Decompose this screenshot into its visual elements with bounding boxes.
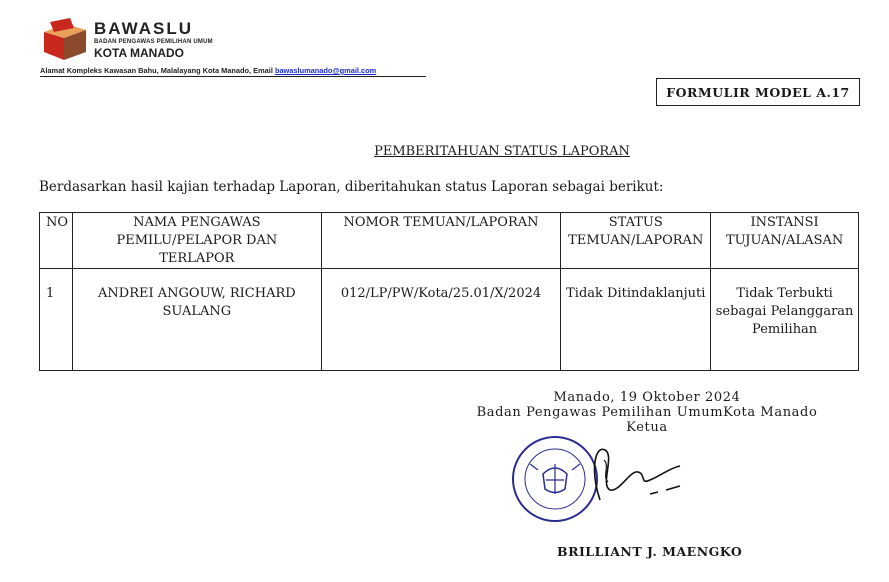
signer-name: BRILLIANT J. MAENGKO bbox=[557, 544, 743, 559]
signature-block bbox=[470, 390, 824, 435]
intro-text: Berdasarkan hasil kajian terhadap Laporan, diberitahukan status Laporan sebagai berikut: bbox=[39, 179, 664, 195]
column-header-nama: NAMA PENGAWAS PEMILU/PELAPOR DAN TERLAPOR bbox=[73, 213, 322, 269]
brand-text bbox=[94, 20, 213, 60]
cell-instansi: Tidak Terbukti sebagai Pelanggaran Pemilihan bbox=[711, 269, 859, 371]
cell-nomor: 012/LP/PW/Kota/25.01/X/2024 bbox=[321, 269, 561, 371]
cell-nama: ANDREI ANGOUW, RICHARD SUALANG bbox=[73, 269, 322, 371]
email-link[interactable]: bawaslumanado@gmail.com bbox=[274, 66, 377, 75]
column-header-nomor: NOMOR TEMUAN/LAPORAN bbox=[321, 213, 561, 269]
column-header-status: STATUS TEMUAN/LAPORAN bbox=[561, 213, 711, 269]
cell-status: Tidak Ditindaklanjuti bbox=[561, 269, 711, 371]
document-title: PEMBERITAHUAN STATUS LAPORAN bbox=[374, 144, 630, 159]
signer-position: Ketua bbox=[626, 420, 668, 435]
cell-no: 1 bbox=[40, 269, 73, 371]
handwritten-signature bbox=[580, 440, 690, 510]
address-text: Alamat Kompleks Kawasan Bahu, Malalayang Kota Manado, Email bbox=[40, 66, 275, 75]
institution-name: Badan Pengawas Pemilihan UmumKota Manado bbox=[476, 405, 818, 420]
letterhead-logo bbox=[40, 18, 220, 64]
column-header-no: NO bbox=[40, 213, 73, 269]
brand-city: KOTA MANADO bbox=[94, 46, 184, 60]
form-model-box: FORMULIR MODEL A.17 bbox=[656, 78, 860, 106]
letterhead-address bbox=[40, 66, 426, 77]
brand-subtitle: BADAN PENGAWAS PEMILIHAN UMUM bbox=[94, 39, 213, 45]
place-date: Manado, 19 Oktober 2024 bbox=[553, 390, 741, 405]
bawaslu-logo-icon bbox=[40, 18, 90, 62]
status-table bbox=[39, 212, 859, 371]
table-row bbox=[40, 269, 859, 371]
brand-name: BAWASLU bbox=[94, 19, 193, 38]
column-header-instansi: INSTANSI TUJUAN/ALASAN bbox=[711, 213, 859, 269]
table-header-row bbox=[40, 213, 859, 269]
document-title-wrap bbox=[0, 144, 889, 159]
